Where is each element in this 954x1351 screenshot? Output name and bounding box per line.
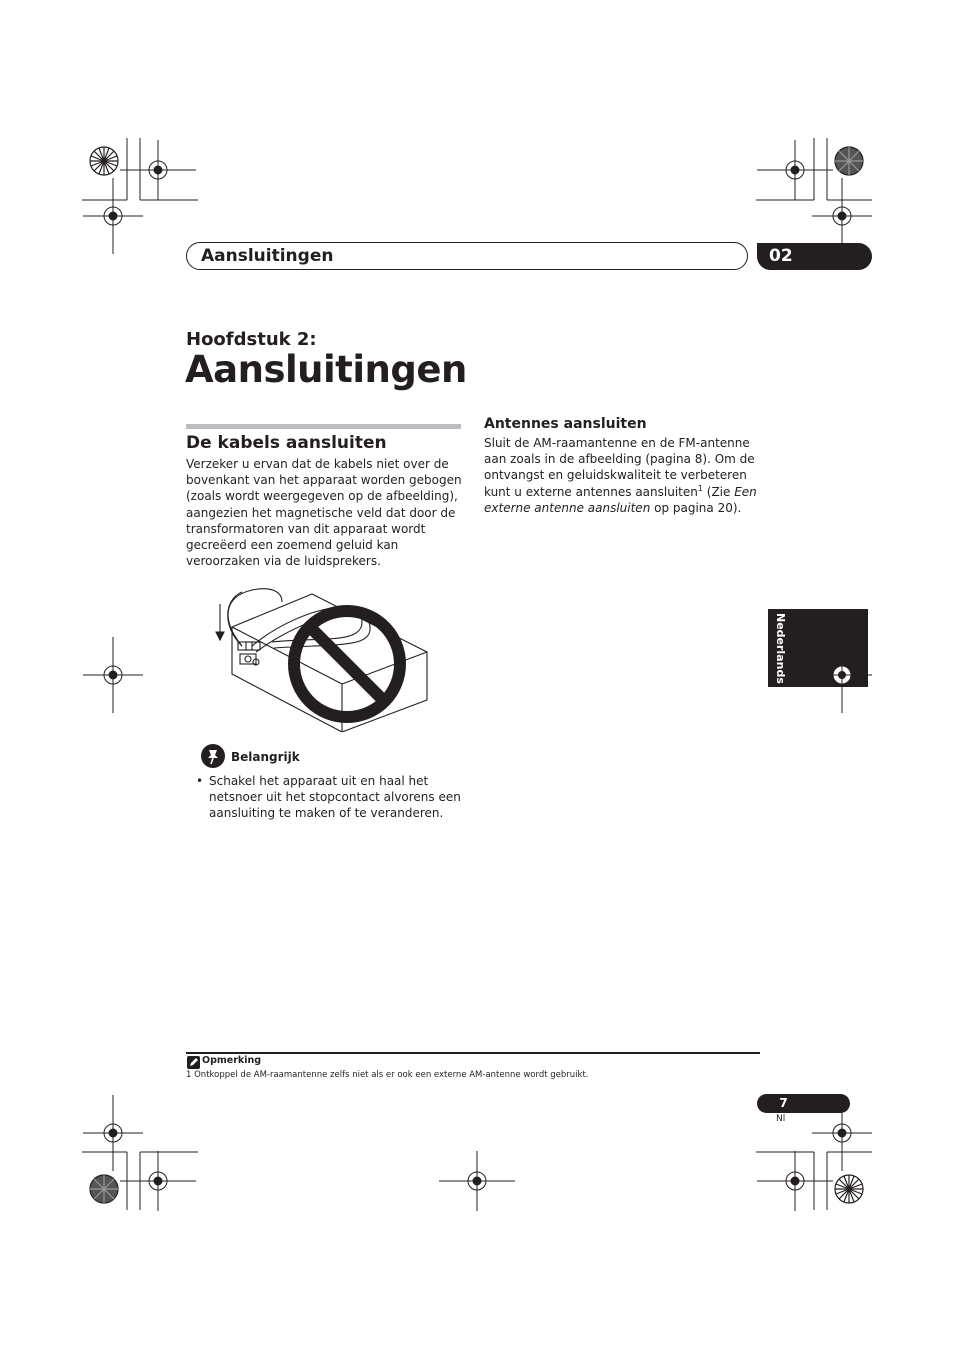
footnote-rule [186, 1052, 760, 1054]
antennas-text-1: Sluit de AM-raamantenne en de FM-antenne aan zoals in de afbeelding (pagina 8). Om de ontvangst en geluidskwaliteit te verbeteren kunt u externe antennes aansluiten [484, 436, 755, 499]
chapter-number-badge: 02 [757, 243, 872, 270]
pencil-note-icon [187, 1056, 200, 1069]
chapter-label: Hoofdstuk 2: [186, 329, 317, 350]
cross-reference-link[interactable]: Een externe antenne aansluiten [484, 484, 757, 515]
language-tab-label: Nederlands [774, 613, 787, 684]
cable-warning-illustration [212, 582, 442, 732]
page-number-badge [757, 1094, 850, 1113]
antennas-text-2: (Zie [702, 484, 735, 499]
pushpin-icon [200, 743, 226, 769]
section-rule [186, 424, 461, 429]
footnote-ref: 1 [697, 483, 703, 493]
section-body-cables: Verzeker u ervan dat de kabels niet over de bovenkant van het apparaat worden gebogen (zoals wordt weergegeven op de afbeelding), aangezien het magnetische veld dat door de transformatoren van dit apparaat wordt gecreëerd een zoemend geluid kan veroorzaken via de luidsprekers. [186, 457, 462, 569]
antennas-text-3: op pagina 20). [650, 500, 742, 515]
running-header [186, 242, 748, 270]
chapter-title: Aansluitingen [185, 348, 467, 391]
footnote-text: 1 Ontkoppel de AM-raamantenne zelfs niet als er ook een externe AM-antenne wordt gebruikt. [186, 1070, 589, 1080]
page-number: 7 [779, 1096, 788, 1110]
section-body-antennas [484, 435, 759, 516]
important-bullet-text: Schakel het apparaat uit en haal het netsnoer uit het stopcontact alvorens een aansluiting te maken of te veranderen. [209, 774, 461, 821]
running-header-title: Aansluitingen [201, 246, 334, 266]
page-language-code: Nl [776, 1114, 786, 1124]
section-title-cables: De kabels aansluiten [186, 433, 387, 453]
side-tab-registration-mark [822, 655, 862, 695]
bullet-symbol: • [196, 774, 204, 788]
section-title-antennas: Antennes aansluiten [484, 416, 647, 432]
footnote-heading: Opmerking [202, 1055, 262, 1066]
important-heading: Belangrijk [231, 750, 300, 764]
